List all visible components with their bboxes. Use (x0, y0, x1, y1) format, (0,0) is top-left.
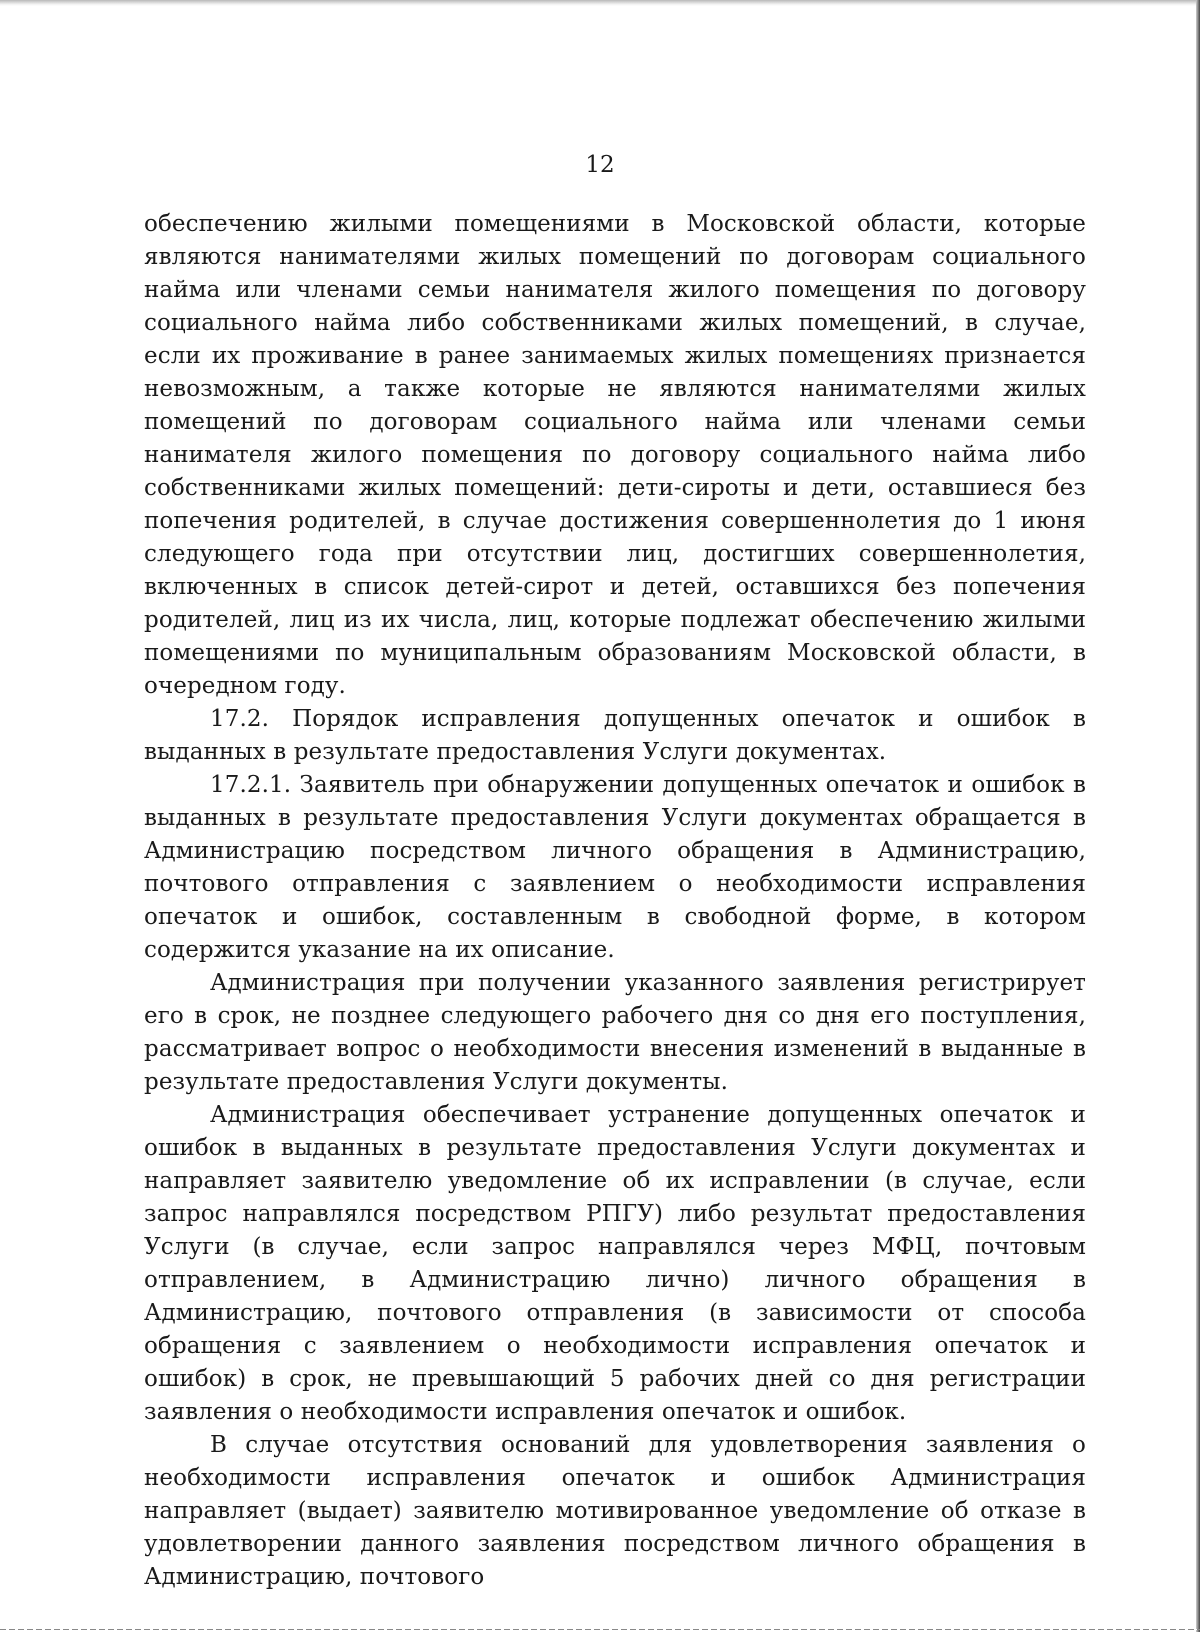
page-number: 12 (585, 152, 615, 178)
scan-edge-bottom (0, 1629, 1200, 1630)
paragraph-section-17-2-1: 17.2.1. Заявитель при обнаружении допущенных опечаток и ошибок в выданных в результате предоставления Услуги документах обращается в Администрацию посредством личного обращения в Администрацию, почтового отправления с заявлением о необходимости исправления опечаток и ошибок, составленным в свободной форме, в котором содержится указание на их описание. (144, 772, 1086, 963)
paragraph-section-17-2: 17.2. Порядок исправления допущенных опечаток и ошибок в выданных в результате предоставления Услуги документах. (144, 706, 1086, 765)
scan-edge-top (0, 0, 1200, 6)
scan-edge-right (1196, 0, 1200, 1632)
paragraph-refusal: В случае отсутствия оснований для удовлетворения заявления о необходимости исправления опечаток и ошибок Администрация направляет (выдает) заявителю мотивированное уведомление об отказе в удовлетворении данного заявления посредством личного обращения в Администрацию, почтового (144, 1432, 1086, 1590)
paragraph-continuation: обеспечению жилыми помещениями в Московской области, которые являются нанимателями жилых помещений по договорам социального найма или членами семьи нанимателя жилого помещения по договору социального найма либо собственниками жилых помещений, в случае, если их проживание в ранее занимаемых жилых помещениях признается невозможным, а также которые не являются нанимателями жилых помещений по договорам социального найма или членами семьи нанимателя жилого помещения по договору социального найма либо собственниками жилых помещений: дети-сироты и дети, оставшиеся без попечения родителей, в случае достижения совершеннолетия до 1 июня следующего года при отсутствии лиц, достигших совершеннолетия, включенных в список детей-сирот и детей, оставшихся без попечения родителей, лиц из их числа, лиц, которые подлежат обеспечению жилыми помещениями по муниципальным образованиям Московской области, в очередном году. (144, 211, 1086, 699)
document-body (144, 208, 1086, 1594)
paragraph-registration: Администрация при получении указанного заявления регистрирует его в срок, не позднее следующего рабочего дня со дня его поступления, рассматривает вопрос о необходимости внесения изменений в выданные в результате предоставления Услуги документы. (144, 970, 1086, 1095)
paragraph-correction: Администрация обеспечивает устранение допущенных опечаток и ошибок в выданных в результате предоставления Услуги документах и направляет заявителю уведомление об их исправлении (в случае, если запрос направлялся посредством РПГУ) либо результат предоставления Услуги (в случае, если запрос направлялся через МФЦ, почтовым отправлением, в Администрацию лично) личного обращения в Администрацию, почтового отправления (в зависимости от способа обращения с заявлением о необходимости исправления опечаток и ошибок) в срок, не превышающий 5 рабочих дней со дня регистрации заявления о необходимости исправления опечаток и ошибок. (144, 1102, 1086, 1425)
